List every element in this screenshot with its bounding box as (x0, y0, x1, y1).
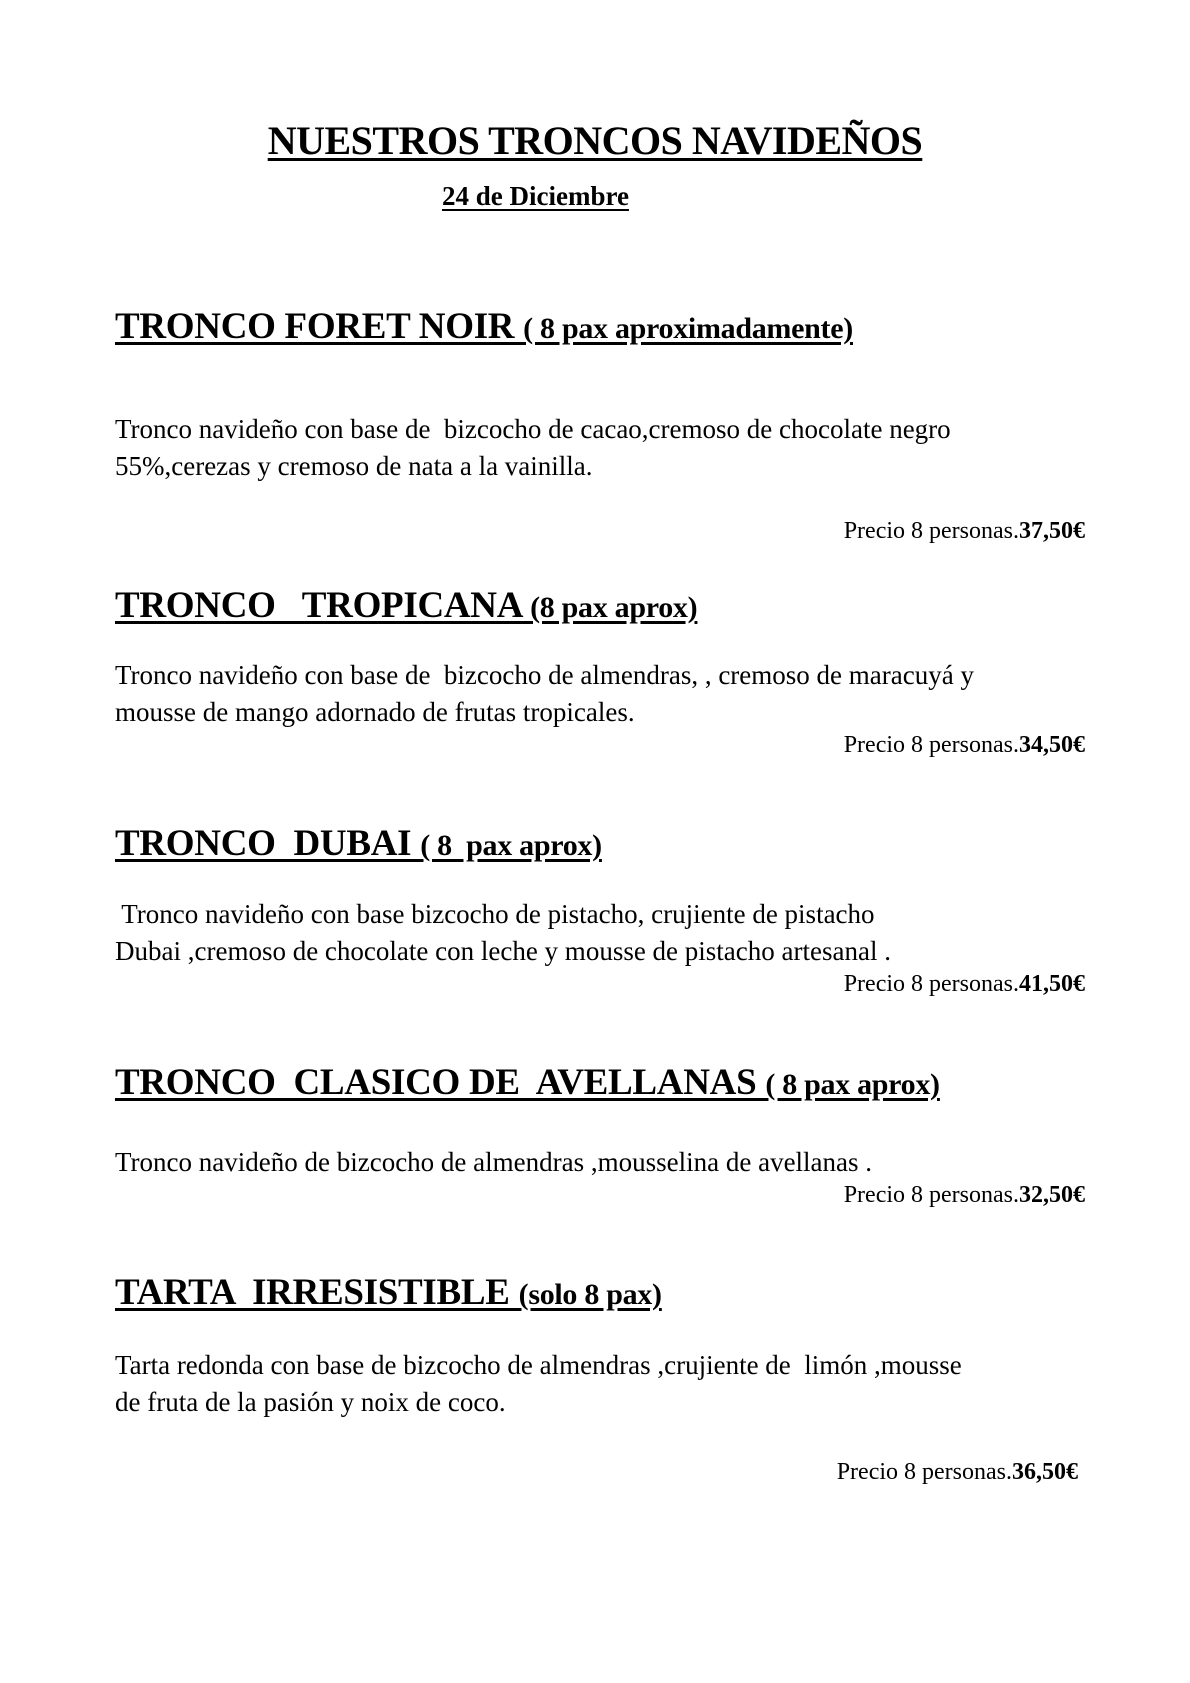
description-line: Tronco navideño con base de bizcocho de cacao,cremoso de chocolate negro (115, 414, 951, 444)
description-line: de fruta de la pasión y noix de coco. (115, 1387, 506, 1417)
description-line: mousse de mango adornado de frutas tropicales. (115, 697, 635, 727)
page-title (0, 118, 1190, 164)
item-header-dubai (115, 823, 602, 867)
item-header-irresistible (115, 1272, 662, 1316)
price-label: Precio 8 personas. (836, 1459, 1012, 1485)
item-name: TRONCO FORET NOIR (115, 306, 524, 347)
price-value: 32,50€ (1019, 1182, 1085, 1208)
item-description (115, 411, 1095, 485)
description-line: 55%,cerezas y cremoso de nata a la vainilla. (115, 451, 593, 481)
price-label: Precio 8 personas. (843, 518, 1019, 544)
item-size-note: (8 pax aprox) (530, 591, 698, 624)
item-price (844, 969, 1085, 999)
item-description (115, 1347, 1095, 1421)
item-size-note: ( 8 pax aprox) (765, 1068, 940, 1101)
item-header-tropicana (115, 585, 697, 629)
item-price (844, 516, 1085, 546)
item-size-note: (solo 8 pax) (518, 1278, 662, 1311)
item-price (837, 1457, 1078, 1487)
page-title-text: NUESTROS TRONCOS NAVIDEÑOS (267, 118, 923, 163)
item-description (115, 657, 1095, 731)
price-label: Precio 8 personas. (843, 1182, 1019, 1208)
price-value: 36,50€ (1012, 1459, 1078, 1485)
item-description (115, 896, 1095, 970)
description-line: Tronco navideño con base bizcocho de pistacho, crujiente de pistacho (115, 899, 875, 929)
price-value: 41,50€ (1019, 971, 1085, 997)
item-name: TRONCO DUBAI (115, 823, 421, 864)
description-line: Tronco navideño de bizcocho de almendras ,mousselina de avellanas . (115, 1147, 873, 1177)
item-header-foret-noir (115, 306, 853, 350)
description-line: Tronco navideño con base de bizcocho de almendras, , cremoso de maracuyá y (115, 660, 974, 690)
price-value: 37,50€ (1019, 518, 1085, 544)
description-line: Tarta redonda con base de bizcocho de almendras ,crujiente de limón ,mousse (115, 1350, 962, 1380)
item-price (844, 1180, 1085, 1210)
item-price (844, 730, 1085, 760)
item-size-note: ( 8 pax aproximadamente) (523, 312, 853, 345)
item-header-avellanas (115, 1062, 940, 1106)
price-label: Precio 8 personas. (843, 971, 1019, 997)
date-subtitle-text: 24 de Diciembre (442, 181, 629, 211)
item-name: TRONCO TROPICANA (115, 585, 531, 626)
item-name: TRONCO CLASICO DE AVELLANAS (115, 1062, 766, 1103)
item-description (115, 1144, 1095, 1181)
date-subtitle (442, 180, 629, 212)
item-name: TARTA IRRESISTIBLE (115, 1272, 519, 1313)
description-line: Dubai ,cremoso de chocolate con leche y mousse de pistacho artesanal . (115, 936, 891, 966)
item-size-note: ( 8 pax aprox) (420, 829, 602, 862)
price-label: Precio 8 personas. (843, 732, 1019, 758)
price-value: 34,50€ (1019, 732, 1085, 758)
